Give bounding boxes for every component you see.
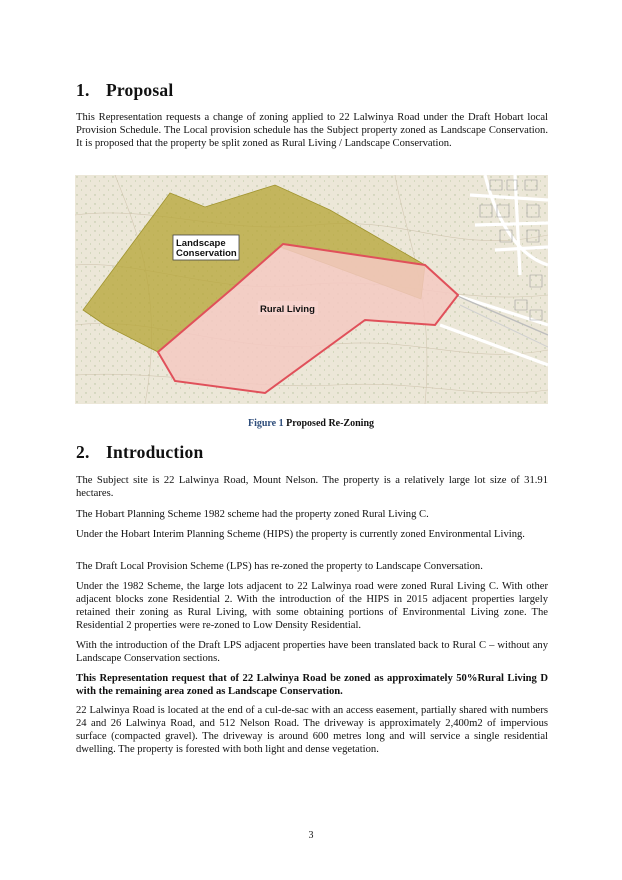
section-heading-proposal [76,80,173,101]
figure-caption-text: Proposed Re-Zoning [286,418,375,429]
section-title: Introduction [106,442,204,462]
intro-paragraph-5: Under the 1982 Scheme, the large lots adjacent to 22 Lalwinya road were zoned Rural Living C. With other adjacent blocks zone Residential 2. With the introduction of the HIPS in 2015 adjacent properties largely retained their zoning as Rural Living, with some obtaining portions of Environmental Living zone. The Residential 2 properties were re-zoned to Low Density Residential. [76,581,548,631]
page-number: 3 [308,830,314,841]
intro-paragraph-7-request: This Representation request that of 22 Lalwinya Road be zoned as approximately 50%Rural Living D with the remaining area zoned as Landscape Conservation. [76,673,548,697]
landscape-label-line1: Landscape [176,238,226,249]
section-heading-introduction [76,442,203,463]
intro-paragraph-4: The Draft Local Provision Scheme (LPS) has re-zoned the property to Landscape Conversation. [76,561,483,572]
intro-paragraph-2: The Hobart Planning Scheme 1982 scheme had the property zoned Rural Living C. [76,509,429,520]
intro-paragraph-6: With the introduction of the Draft LPS adjacent properties have been translated back to Rural C – without any Landscape Conservation sections. [76,640,548,664]
rural-label: Rural Living [260,304,315,315]
landscape-label-line2: Conservation [176,248,237,259]
intro-paragraph-8: 22 Lalwinya Road is located at the end of a cul-de-sac with an access easement, partially shared with numbers 24 and 26 Lalwinya Road, and 512 Nelson Road. The driveway is approximately 2,400m2 of impervious surface (compacted gravel). The driveway is around 600 metres long and will service a single residential dwelling. The property is forested with both light and dense vegetation. [76,705,548,755]
section-number: 1. [76,80,90,100]
figure-caption [0,418,622,429]
rezoning-map [75,175,548,404]
section-title: Proposal [106,80,174,100]
proposal-paragraph: This Representation requests a change of zoning applied to 22 Lalwinya Road under the Draft Hobart local Provision Schedule. The Local provision schedule has the Subject property zoned as Landscape Conservation. It is proposed that the property be split zoned as Rural Living / Landscape Conservation. [76,112,548,149]
intro-paragraph-1: The Subject site is 22 Lalwinya Road, Mount Nelson. The property is a relatively large lot size of 31.91 hectares. [76,475,548,499]
figure-label: Figure 1 [247,418,284,429]
intro-paragraph-3: Under the Hobart Interim Planning Scheme (HIPS) the property is currently zoned Environmental Living. [76,529,525,540]
section-number: 2. [76,442,90,462]
